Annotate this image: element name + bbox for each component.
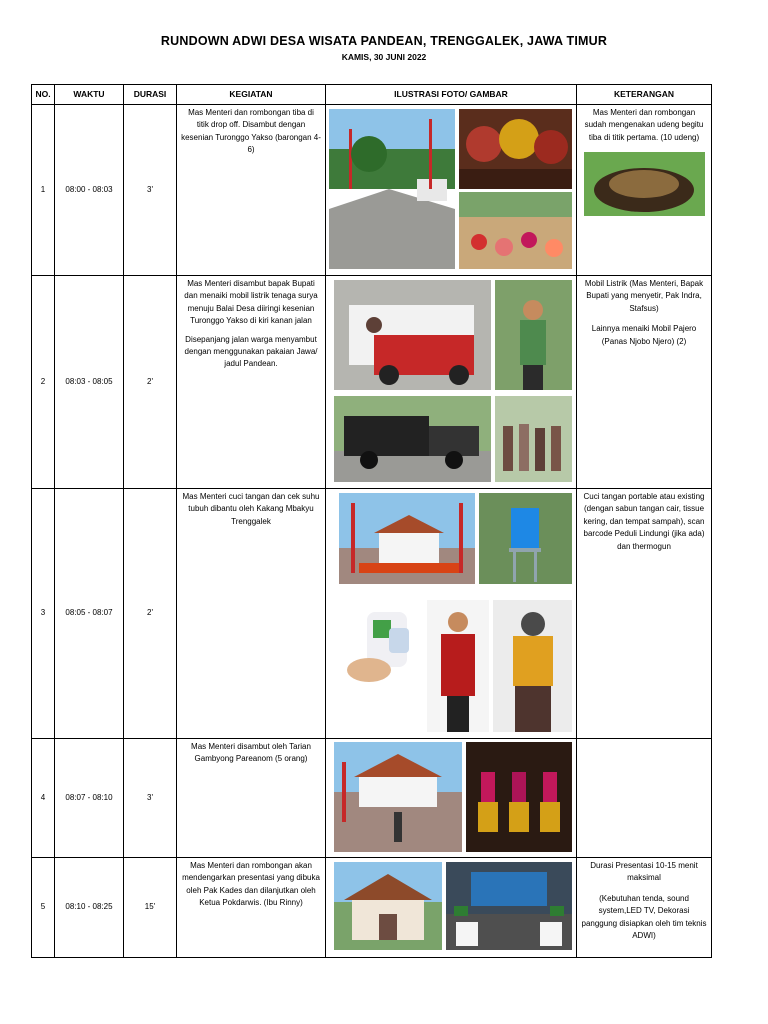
photo-man-traditional-dress: [495, 280, 572, 390]
rundown-table: [31, 84, 712, 958]
page-subtitle: KAMIS, 30 JUNI 2022: [341, 52, 427, 62]
column-header-keterangan: KETERANGAN: [577, 85, 712, 105]
photo-kakang-batik: [427, 600, 489, 732]
photo-udeng-headwear: [584, 152, 705, 216]
cell-keterangan: [577, 489, 712, 739]
kegiatan-text: Mas Menteri disambut bapak Bupati dan menaiki mobil listrik tenaga surya menuju Balai Desa diiringi kesenian Turonggo Yakso di kiri kanan jalan: [184, 279, 318, 326]
cell-durasi: 2': [124, 489, 177, 739]
cell-foto: [326, 105, 577, 276]
cell-foto: [326, 739, 577, 858]
keterangan-text: Mobil Listrik (Mas Menteri, Bapak Bupati yang menyetir, Pak Indra, Stafsus): [584, 279, 704, 313]
column-header-no: NO.: [32, 85, 55, 105]
cell-foto: [326, 276, 577, 489]
kegiatan-text: Mas Menteri disambut oleh Tarian Gambyong Pareanom (5 orang): [191, 742, 311, 764]
cell-no: 1: [32, 105, 55, 276]
cell-durasi: 3': [124, 105, 177, 276]
table-row: [32, 858, 712, 958]
photo-electric-car: [334, 280, 491, 390]
photo-joglo-house: [334, 862, 442, 950]
keterangan-text: Cuci tangan portable atau existing (dengan sabun tangan cair, tissue kering, dan tempat sampah), scan barcode Peduli Lindungi (jika ada) dan thermogun: [583, 492, 705, 551]
cell-foto: [326, 858, 577, 958]
cell-no: 5: [32, 858, 55, 958]
photo-mbakyu-kebaya: [493, 600, 572, 732]
table-row: [32, 489, 712, 739]
table-row: [32, 276, 712, 489]
keterangan-text: Lainnya menaiki Mobil Pajero (Panas Njobo Njero) (2): [591, 324, 697, 346]
cell-waktu: 08:05 - 08:07: [55, 489, 124, 739]
photo-villagers-line: [495, 396, 572, 482]
thermometer-gun-icon: [339, 600, 417, 692]
photo-barongan-performers: [459, 109, 572, 189]
photo-village-road: [329, 109, 455, 269]
kegiatan-text: Mas Menteri cuci tangan dan cek suhu tubuh dibantu oleh Kakang Mbakyu Trenggalek: [182, 492, 320, 526]
cell-keterangan: [577, 276, 712, 489]
photo-presentation-stage: [446, 862, 572, 950]
cell-foto: [326, 489, 577, 739]
table-row: [32, 739, 712, 858]
cell-waktu: 08:03 - 08:05: [55, 276, 124, 489]
photo-gambyong-dancers: [466, 742, 572, 852]
cell-durasi: 3': [124, 739, 177, 858]
column-header-durasi: DURASI: [124, 85, 177, 105]
photo-crowd-dancers: [459, 192, 572, 269]
table-row: [32, 105, 712, 276]
cell-keterangan: [577, 105, 712, 276]
cell-keterangan: [577, 858, 712, 958]
keterangan-text: Mas Menteri dan rombongan sudah mengenakan udeng begitu tiba di titik pertama. (10 udeng): [584, 108, 704, 142]
column-header-kegiatan: KEGIATAN: [177, 85, 326, 105]
photo-handwash-station: [479, 493, 572, 584]
column-header-foto: ILUSTRASI FOTO/ GAMBAR: [326, 85, 577, 105]
photo-pickup-truck: [334, 396, 491, 482]
kegiatan-text: Disepanjang jalan warga menyambut dengan menggunakan pakaian Jawa/ jadul Pandean.: [184, 334, 318, 369]
cell-kegiatan: [177, 739, 326, 858]
photo-balai-desa: [339, 493, 475, 584]
cell-durasi: 2': [124, 276, 177, 489]
cell-keterangan: [577, 739, 712, 858]
cell-no: 2: [32, 276, 55, 489]
cell-waktu: 08:07 - 08:10: [55, 739, 124, 858]
keterangan-text: (Kebutuhan tenda, sound system,LED TV, Dekorasi panggung disiapkan oleh tim teknis ADWI): [581, 893, 707, 940]
cell-kegiatan: [177, 105, 326, 276]
cell-kegiatan: [177, 858, 326, 958]
page-title: RUNDOWN ADWI DESA WISATA PANDEAN, TRENGGALEK, JAWA TIMUR: [160, 34, 608, 48]
cell-waktu: 08:00 - 08:03: [55, 105, 124, 276]
cell-kegiatan: [177, 276, 326, 489]
cell-kegiatan: [177, 489, 326, 739]
table-header-row: [32, 85, 712, 105]
cell-durasi: 15': [124, 858, 177, 958]
kegiatan-text: Mas Menteri dan rombongan tiba di titik drop off. Disambut dengan kesenian Turonggo Yakso (barongan 4-6): [181, 108, 321, 155]
photo-balai-entrance: [334, 742, 462, 852]
cell-no: 4: [32, 739, 55, 858]
kegiatan-text: Mas Menteri dan rombongan akan mendengarkan presentasi yang dibuka oleh Pak Kades dan dilanjutkan oleh Ketua Pokdarwis. (Ibu Rinny): [182, 861, 320, 908]
keterangan-text: Durasi Presentasi 10-15 menit maksimal: [590, 861, 698, 883]
cell-waktu: 08:10 - 08:25: [55, 858, 124, 958]
column-header-waktu: WAKTU: [55, 85, 124, 105]
cell-no: 3: [32, 489, 55, 739]
